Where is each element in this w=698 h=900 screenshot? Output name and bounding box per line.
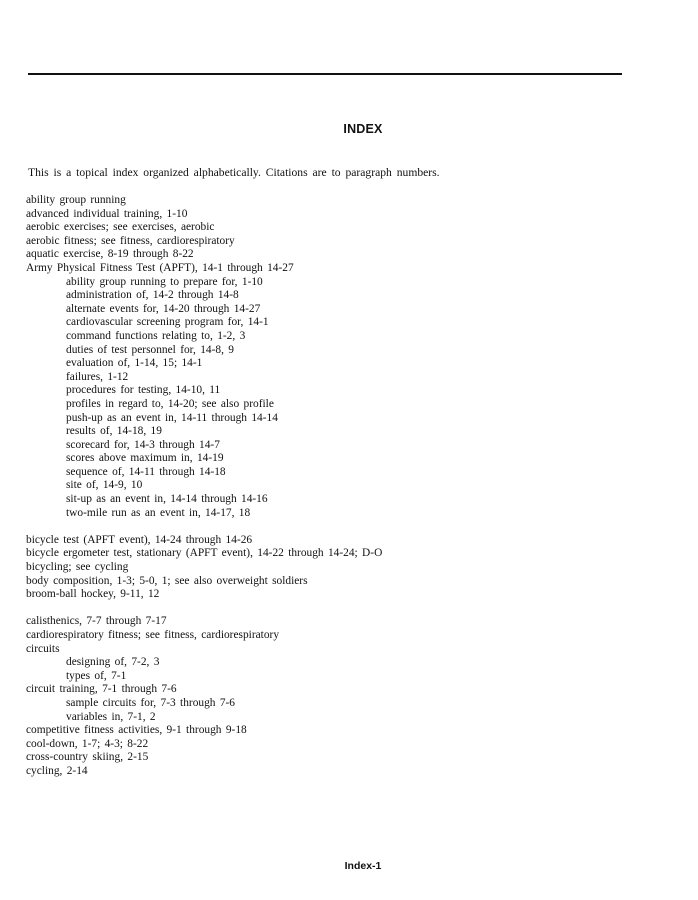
index-subentry: scorecard for, 14-3 through 14-7 — [66, 438, 220, 451]
index-subentry: types of, 7-1 — [66, 669, 127, 682]
index-group — [26, 534, 382, 602]
index-subentry: ability group running to prepare for, 1-10 — [66, 275, 263, 288]
index-subentry: designing of, 7-2, 3 — [66, 656, 160, 669]
page-footer: Index-1 — [344, 860, 382, 872]
index-entry: bicycling; see cycling — [26, 561, 129, 574]
index-group — [26, 615, 382, 778]
top-rule — [28, 73, 622, 75]
index-subentry: push-up as an event in, 14-11 through 14-14 — [66, 411, 278, 424]
index-entry: cool-down, 1-7; 4-3; 8-22 — [26, 737, 149, 750]
index-entry: broom-ball hockey, 9-11, 12 — [26, 588, 160, 601]
index-entry: circuit training, 7-1 through 7-6 — [26, 683, 177, 696]
index-subentry: failures, 1-12 — [66, 370, 129, 383]
index-entry: advanced individual training, 1-10 — [26, 207, 188, 220]
page-title: INDEX — [343, 122, 383, 136]
index-entry: cardiorespiratory fitness; see fitness, cardiorespiratory — [26, 629, 280, 641]
index-subentry: evaluation of, 1-14, 15; 14-1 — [66, 357, 203, 370]
index-subentry: duties of test personnel for, 14-8, 9 — [66, 343, 234, 356]
index-subentry: sample circuits for, 7-3 through 7-6 — [66, 696, 236, 709]
index-list — [26, 194, 382, 792]
index-subentry: procedures for testing, 14-10, 11 — [66, 384, 221, 397]
index-subentry: cardiovascular screening program for, 14-1 — [66, 316, 269, 329]
index-entry: Army Physical Fitness Test (APFT), 14-1 through 14-27 — [26, 261, 294, 274]
index-entry: aerobic exercises; see exercises, aerobic — [26, 221, 215, 234]
index-entry: aquatic exercise, 8-19 through 8-22 — [26, 248, 194, 261]
intro-text: This is a topical index organized alphabetically. Citations are to paragraph numbers. — [28, 166, 440, 179]
index-subentry: alternate events for, 14-20 through 14-27 — [66, 302, 261, 315]
index-entry: body composition, 1-3; 5-0, 1; see also overweight soldiers — [26, 574, 308, 587]
index-subentry: scores above maximum in, 14-19 — [66, 452, 224, 465]
index-entry: circuits — [26, 642, 60, 655]
index-subentry: two-mile run as an event in, 14-17, 18 — [66, 506, 251, 519]
index-subentry: sequence of, 14-11 through 14-18 — [66, 465, 226, 478]
index-entry: ability group running — [26, 194, 126, 206]
index-subentry: command functions relating to, 1-2, 3 — [66, 329, 246, 342]
index-subentry: sit-up as an event in, 14-14 through 14-16 — [66, 493, 268, 506]
index-group — [26, 194, 382, 520]
index-entry: bicycle test (APFT event), 14-24 through 14-26 — [26, 533, 253, 546]
index-entry: aerobic fitness; see fitness, cardiorespiratory — [26, 234, 235, 247]
index-entry: bicycle ergometer test, stationary (APFT event), 14-22 through 14-24; D-O — [26, 547, 383, 560]
index-subentry: administration of, 14-2 through 14-8 — [66, 289, 239, 302]
index-subentry: results of, 14-18, 19 — [66, 425, 162, 438]
index-subentry: variables in, 7-1, 2 — [66, 710, 156, 723]
index-entry: cycling, 2-14 — [26, 764, 88, 777]
index-subentry: site of, 14-9, 10 — [66, 479, 143, 492]
index-subentry: profiles in regard to, 14-20; see also profile — [66, 397, 274, 410]
index-entry: calisthenics, 7-7 through 7-17 — [26, 615, 167, 628]
index-entry: competitive fitness activities, 9-1 through 9-18 — [26, 724, 247, 737]
index-entry: cross-country skiing, 2-15 — [26, 751, 149, 764]
